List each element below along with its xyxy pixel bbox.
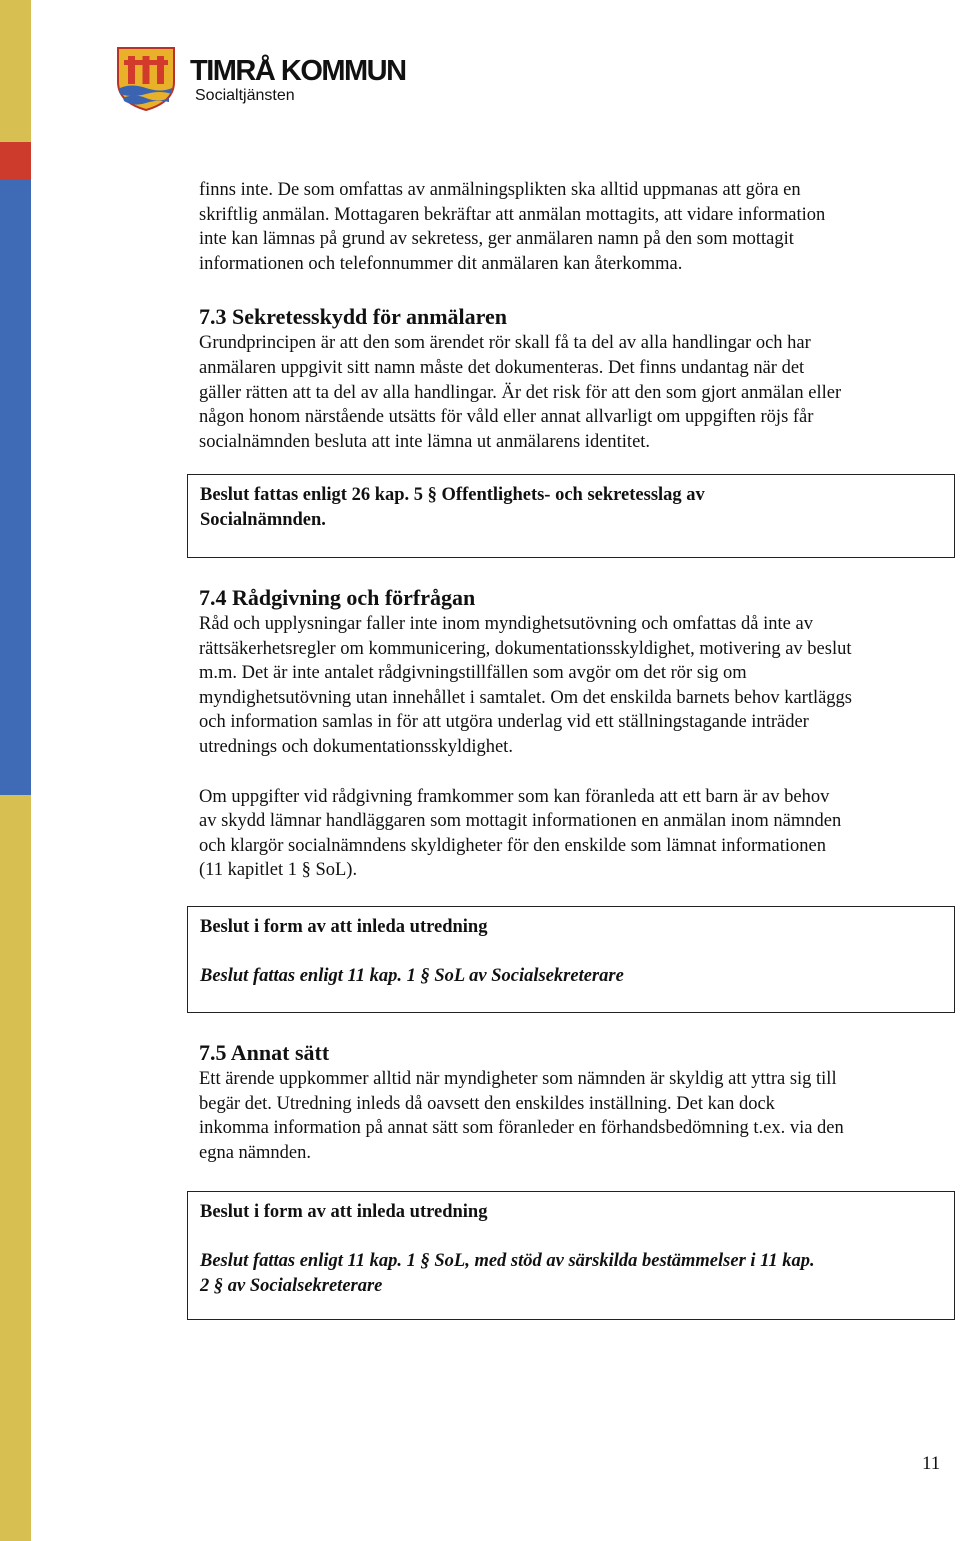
section-7-5-paragraph	[199, 1067, 949, 1165]
decision-line: Beslut fattas enligt 11 kap. 1 § SoL av Socialsekreterare	[200, 966, 624, 986]
section-heading-7-4: 7.4 Rådgivning och förfrågan	[199, 585, 476, 610]
section-7-4-paragraph-1	[199, 612, 949, 760]
text-line: Grundprincipen är att den som ärendet rör skall få ta del av alla handlingar och har	[199, 333, 811, 354]
text-line: inte kan lämnas på grund av sekretess, ger anmälaren namn på den som mottagit	[199, 229, 794, 250]
text-line: och information samlas in för att utgöra underlag vid ett ställningstagande inträder	[199, 712, 809, 733]
text-line: informationen och telefonnummer dit anmälaren kan återkomma.	[199, 253, 683, 274]
section-7-4	[199, 584, 949, 883]
stripe-yellow-bottom	[0, 795, 31, 1541]
text-line: (11 kapitlet 1 § SoL).	[199, 860, 358, 881]
text-line: någon honom närstående utsätts för våld eller annat allvarligt om uppgiften röjs får	[199, 407, 814, 428]
section-7-4-paragraph-2	[199, 785, 949, 883]
text-line: rättsäkerhetsregler om kommunicering, dokumentationsskyldighet, motivering av beslut	[199, 638, 852, 659]
text-line: anmälaren uppgivit sitt namn måste det dokumenteras. Det finns undantag när det	[199, 357, 805, 378]
stripe-red	[0, 142, 31, 180]
stripe-yellow-top	[0, 0, 31, 142]
decision-line: Beslut i form av att inleda utredning	[200, 917, 488, 937]
text-line: utrednings och dokumentationsskyldighet.	[199, 736, 513, 757]
text-line: skriftlig anmälan. Mottagaren bekräftar att anmälan mottagits, att vidare information	[199, 204, 826, 225]
section-7-3-paragraph	[199, 331, 949, 454]
text-line: myndighetsutövning utan innehållet i samtalet. Om det enskilda barnets behov kartläggs	[199, 687, 853, 708]
text-line: gäller rätten att ta del av alla handlingar. Är det risk för att den som gjort anmälan eller	[199, 382, 842, 403]
brand	[190, 56, 406, 106]
stripe-blue	[0, 180, 31, 795]
decision-line: 2 § av Socialsekreterare	[200, 1276, 383, 1296]
decision-box-7-5	[187, 1191, 955, 1320]
text-line: m.m. Det är inte antalet rådgivningstillfällen som avgör om det rör sig om	[199, 663, 747, 684]
text-line: Ett ärende uppkommer alltid när myndigheter som nämnden är skyldig att yttra sig till	[199, 1069, 837, 1089]
decision-box-7-4	[187, 906, 955, 1013]
document-body	[199, 178, 949, 454]
text-line: finns inte. De som omfattas av anmälningsplikten ska alltid uppmanas att göra en	[199, 180, 801, 200]
department-name: Socialtjänsten	[195, 87, 295, 104]
text-line: egna nämnden.	[199, 1142, 311, 1163]
decision-line: Socialnämnden.	[200, 510, 326, 530]
text-line: inkomma information på annat sätt som föranleder en förhandsbedömning t.ex. via den	[199, 1118, 844, 1139]
text-line: och klargör socialnämndens skyldigheter för den enskilde som lämnat informationen	[199, 835, 826, 856]
section-7-5	[199, 1039, 949, 1165]
org-name: TIMRÅ KOMMUN	[190, 55, 406, 87]
decision-line: Beslut i form av att inleda utredning	[200, 1202, 488, 1222]
timra-coat-of-arms-icon	[116, 46, 176, 112]
section-heading-7-3: 7.3 Sekretesskydd för anmälaren	[199, 304, 508, 330]
page-number: 11	[922, 1453, 941, 1474]
text-line: Om uppgifter vid rådgivning framkommer som kan föranleda att ett barn är av behov	[199, 786, 830, 807]
text-line: begär det. Utredning inleds då oavsett den enskildes inställning. Det kan dock	[199, 1093, 775, 1114]
intro-paragraph	[199, 178, 949, 276]
decision-line: Beslut fattas enligt 11 kap. 1 § SoL, med stöd av särskilda bestämmelser i 11 kap.	[200, 1251, 815, 1271]
section-heading-7-5: 7.5 Annat sätt	[199, 1040, 330, 1065]
text-line: av skydd lämnar handläggaren som mottagit informationen en anmälan inom nämnden	[199, 811, 842, 832]
text-line: Råd och upplysningar faller inte inom myndighetsutövning och omfattas då inte av	[199, 614, 813, 634]
text-line: socialnämnden besluta att inte lämna ut anmälarens identitet.	[199, 431, 651, 452]
decision-box-7-3	[187, 474, 955, 558]
decision-line: Beslut fattas enligt 26 kap. 5 § Offentlighets- och sekretesslag av	[200, 485, 705, 505]
